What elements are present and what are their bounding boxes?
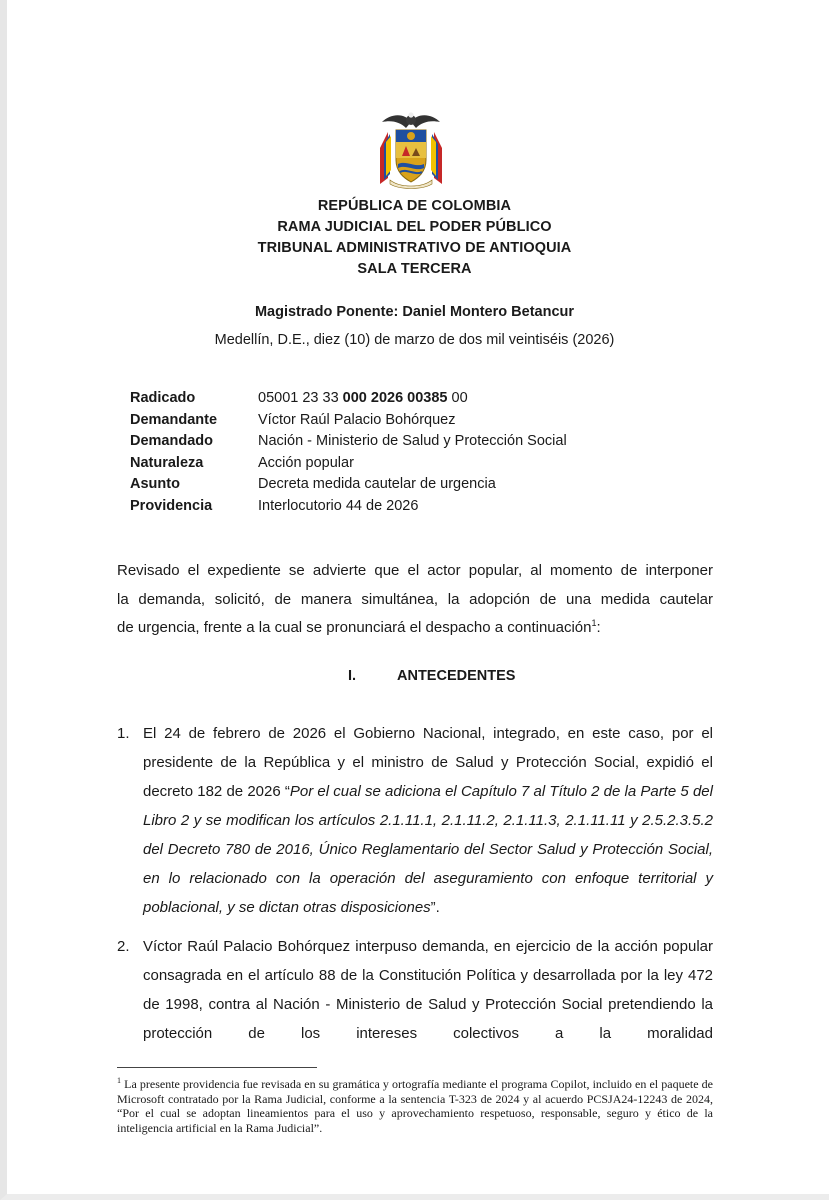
meta-value: Acción popular: [258, 454, 354, 471]
intro-line: la demanda, solicitó, de manera simultánea, la adopción de una medida cautelar: [117, 590, 713, 608]
header-judicial-branch: RAMA JUDICIAL DEL PODER PÚBLICO: [277, 219, 552, 235]
radicado-prefix: 05001 23 33: [258, 390, 343, 406]
footnote-separator: [117, 1067, 317, 1068]
meta-label: Providencia: [130, 497, 213, 514]
meta-label: Demandante: [130, 411, 218, 428]
meta-row-demandante: [130, 410, 567, 432]
radicado-suffix: 00: [447, 390, 468, 406]
date-line: Medellín, D.E., diez (10) de marzo de dos mil veintiséis (2026): [214, 332, 615, 348]
intro-text: de urgencia, frente a la cual se pronunciará el despacho a continuación: [117, 619, 592, 636]
footnote: [117, 1077, 713, 1135]
case-metadata: [130, 388, 567, 518]
list-item: [117, 719, 713, 922]
intro-end: :: [596, 619, 601, 636]
meta-row-asunto: [130, 474, 567, 496]
radicado-number: 000 2026 00385: [342, 390, 448, 406]
meta-value: Interlocutorio 44 de 2026: [258, 497, 419, 514]
section-number: I.: [348, 668, 357, 684]
header-tribunal: TRIBUNAL ADMINISTRATIVO DE ANTIOQUIA: [257, 240, 572, 256]
meta-label: Demandado: [130, 433, 213, 450]
header-republic: REPÚBLICA DE COLOMBIA: [317, 198, 512, 214]
footnote-ref[interactable]: 1: [591, 618, 597, 628]
document-header: [0, 196, 829, 280]
coat-of-arms-icon: [376, 108, 446, 190]
meta-value: Víctor Raúl Palacio Bohórquez: [258, 411, 456, 428]
intro-paragraph: [117, 557, 713, 643]
meta-value: Decreta medida cautelar de urgencia: [258, 476, 496, 493]
footnote-mark: 1: [117, 1076, 121, 1085]
decree-title: Por el cual se adiciona el Capítulo 7 al Título 2 de la Parte 5 del Libro 2 y se modifican los artículos 2.1.11.1, 2.1.11.2, 2.1.11.3, 2.1.11.11 y 2.5.2.3.5.2 del Decreto 780 de 2016, Único Reglamentario del Sector Salud y Protección Social, en lo relacionado con la operación del aseguramiento con enfoque territorial y poblacional, y se dictan otras disposiciones: [143, 783, 713, 916]
intro-line: Revisado el expediente se advierte que el actor popular, al momento de interponer: [117, 562, 713, 579]
meta-row-demandado: [130, 431, 567, 453]
meta-value: [258, 390, 468, 406]
meta-row-radicado: [130, 388, 567, 410]
meta-row-naturaleza: [130, 453, 567, 475]
item-text-end: ”.: [430, 899, 440, 916]
item-number: 1.: [117, 725, 130, 742]
header-chamber: SALA TERCERA: [357, 261, 472, 277]
magistrate-line: Magistrado Ponente: Daniel Montero Betancur: [254, 304, 575, 320]
item-body: [143, 719, 713, 922]
meta-label: Naturaleza: [130, 454, 204, 471]
item-body: Víctor Raúl Palacio Bohórquez interpuso demanda, en ejercicio de la acción popular consagrada en el artículo 88 de la Constitución Política y desarrollada por la ley 472 de 1998, contra al Nación - Ministerio de Salud y Protección Social pretendiendo la protección de los intereses colectivos a la moralidad: [143, 938, 713, 1042]
item-text: El 24 de febrero de 2026 el Gobierno Nacional, integrado, en este caso, por el presidente de la República y el ministro de Salud y Protección Social, expidió el decreto 182 de 2026 “: [143, 725, 713, 800]
item-number: 2.: [117, 938, 130, 955]
intro-line-last: [117, 614, 713, 643]
meta-label: Radicado: [130, 390, 196, 406]
meta-value: Nación - Ministerio de Salud y Protección Social: [258, 433, 567, 450]
meta-row-providencia: [130, 496, 567, 518]
footnote-text: La presente providencia fue revisada en su gramática y ortografía mediante el programa Copilot, incluido en el paquete de Microsoft contratado por la Rama Judicial, conforme a la sentencia T-323 de 2024 y al acuerdo PCSJA24-12243 de 2024, “Por el cual se adoptan lineamientos para el uso y aprovechamiento respetuoso, responsable, seguro y ético de la inteligencia artificial en la Rama Judicial”.: [117, 1077, 713, 1135]
list-item: [117, 932, 713, 1048]
meta-label: Asunto: [130, 476, 180, 493]
section-title: ANTECEDENTES: [397, 668, 516, 684]
